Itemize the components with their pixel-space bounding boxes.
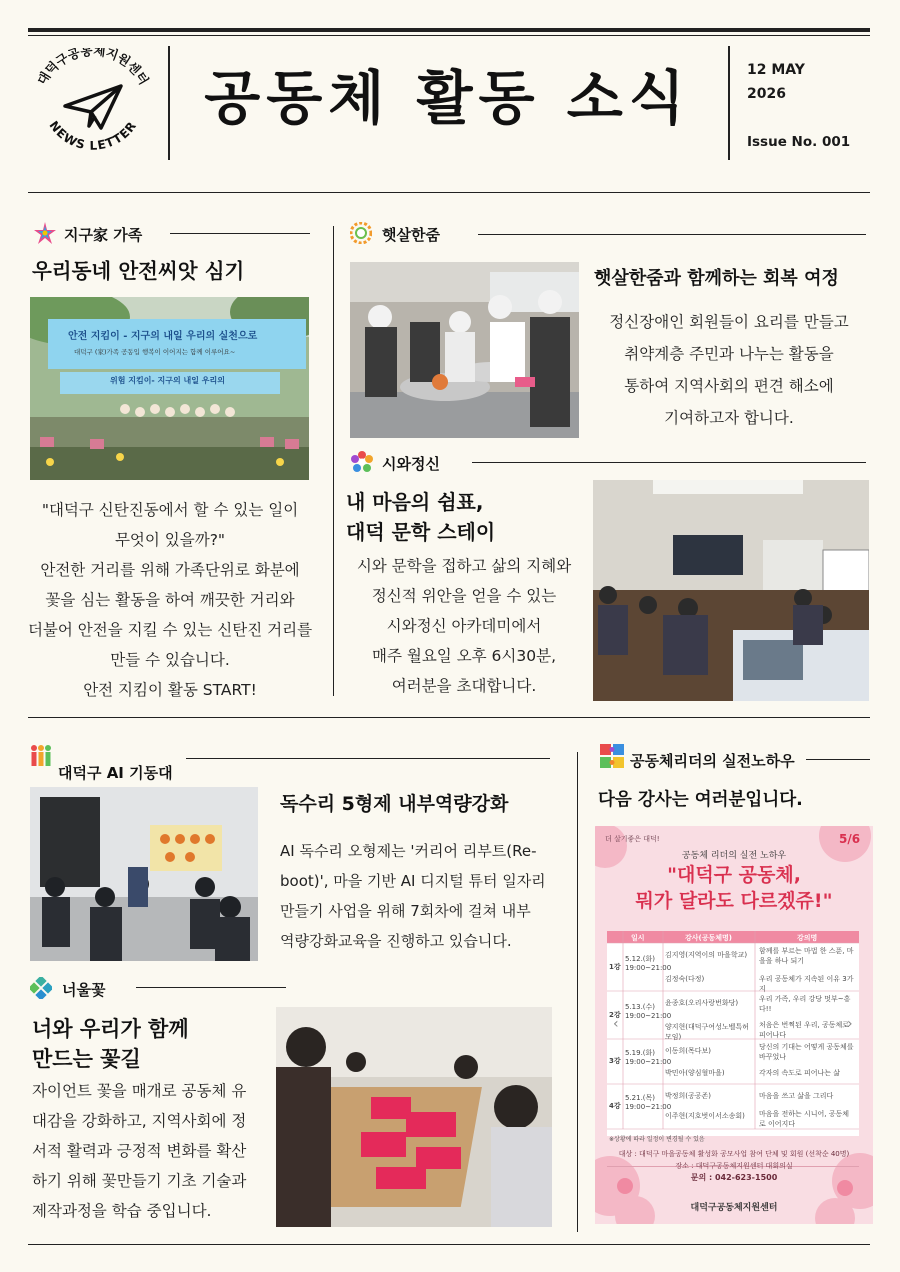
row-lecturer: 윤종호(오리사랑번화당) [665, 999, 739, 1007]
row-title: 당신의 기대는 어떻게 공동체를 바꾸었나 [759, 1043, 854, 1061]
table-header-title: 강의명 [797, 934, 818, 942]
row-lecturer: 김정숙(다정) [665, 975, 705, 983]
ai-training-photo [30, 787, 258, 961]
section5-line: 제작과정을 학습 중입니다. [32, 1202, 212, 1220]
safety-planting-photo [30, 297, 309, 480]
section2-headline: 햇살한줌과 함께하는 회복 여정 [594, 268, 839, 289]
poster-subtitle: 공동체 리더의 실전 노하우 [681, 851, 787, 861]
row-title: 우리 공동체가 지속된 이유 3가지 [759, 975, 854, 993]
poster-info [595, 1148, 873, 1184]
section1-line: 더불어 안전을 지킬 수 있는 신탄진 거리를 [27, 621, 313, 639]
section3-headline [346, 487, 495, 547]
row-lecturer: 박민아(양심혈마을) [665, 1069, 725, 1077]
section2-line: 취약계층 주민과 나누는 활동을 [624, 345, 834, 363]
section5-headline-line: 너와 우리가 함께 [32, 1017, 189, 1041]
row-lecturer: 박정희(공공존) [665, 1092, 712, 1100]
poster-corner-text: 더 살기좋은 대덕! [605, 835, 660, 843]
table-header-date: 일시 [631, 934, 645, 942]
row-date: 5.19.(화) 19:00~21:00 [625, 1049, 672, 1066]
poster-info-line: 장소 : 대덕구공동체지원센터 대회의실 [675, 1162, 793, 1170]
section3-line: 정신적 위안을 얻을 수 있는 [371, 587, 557, 605]
flower-icon [350, 450, 374, 478]
cooking-photo [350, 262, 579, 438]
section5-line: 하기 위해 꽃만들기 기초 기술과 [32, 1172, 247, 1190]
colorful-star-icon [34, 222, 56, 248]
section3-line: 매주 월요일 오후 6시30분, [371, 647, 557, 665]
center-logo [28, 48, 158, 160]
section1-line: 무엇이 있을까?" [114, 531, 226, 549]
section6-headline: 다음 강사는 여러분입니다. [598, 790, 803, 810]
issue-number: Issue No. 001 [747, 134, 851, 150]
section1-line: "대덕구 신탄진동에서 할 수 있는 일이 [41, 501, 299, 519]
poster-info-line: 대상 : 대덕구 마을공동체 활성화 공모사업 참여 단체 및 회원 (선착순 40명) [618, 1150, 850, 1158]
people-icon [30, 744, 52, 772]
section3-headline-line: 내 마음의 쉼표, [346, 490, 484, 514]
row-title: 각자의 속도로 피어나는 삶 [759, 1069, 841, 1077]
poster-table-header [607, 932, 859, 943]
section3-line: 시와 문학을 접하고 삶의 지혜와 [356, 557, 572, 575]
section3-paragraph [336, 551, 592, 701]
poster-badge: 5/6 [839, 832, 861, 846]
section4-line: 역량강화교육을 진행하고 있습니다. [280, 932, 512, 950]
poetry-academy-photo [593, 480, 869, 701]
section1-paragraph [20, 495, 320, 705]
section1-headline: 우리동네 안전씨앗 심기 [32, 259, 245, 283]
table-row [607, 944, 859, 991]
row-date: 5.12.(화) 19:00~21:00 [625, 955, 672, 972]
row-title: 우리 가족, 우리 강당 멋부~흥다!! [759, 995, 851, 1013]
section2-line: 통하여 지역사회의 편견 해소에 [624, 377, 834, 395]
section4-line: 만들기 사업을 위해 7회차에 걸쳐 내부 [280, 902, 531, 920]
poster-title [595, 862, 873, 914]
poster-title-line: "대덕구 공동체, [667, 864, 801, 886]
row-round: 3강 [609, 1057, 621, 1065]
row-date: 5.13.(수) 19:00~21:00 [625, 1003, 672, 1020]
logo-sub-text: NEWS LETTER [46, 118, 140, 153]
carousel-next-icon[interactable]: › [847, 1016, 853, 1032]
row-round: 2강 [609, 1011, 621, 1019]
row-title: 마음을 전하는 시니어, 공동체로 이어지다 [759, 1110, 850, 1128]
row-lecturer: 김지영(지역이의 마을학교) [665, 951, 748, 959]
banner-text-2: 대덕구 (家)가족 공동입 행복이 이어지는 함께 이루어요~ [74, 348, 236, 356]
section2-label: 햇살한줌 [382, 226, 440, 244]
lecture-poster [595, 826, 873, 1224]
section3-line: 여러분을 초대합니다. [391, 677, 537, 695]
section1-line: 안전 지킴이 활동 START! [83, 681, 257, 699]
row-title: 처음은 번쩍된 우리, 공동체로 피어나다 [759, 1021, 850, 1039]
section4-paragraph [280, 836, 556, 956]
section4-line: boot)', 마을 기반 AI 디지털 튜터 일자리 [280, 872, 546, 890]
row-title: 함께를 부르는 마법 한 스푼, 마을을 하나 되기 [759, 947, 854, 965]
section5-paragraph [32, 1076, 276, 1226]
section4-line: AI 독수리 오형제는 '커리어 리부트(Re- [280, 842, 537, 860]
table-row [607, 1085, 859, 1129]
row-lecturer: 이동희(목다보) [665, 1047, 712, 1055]
section5-headline [32, 1014, 189, 1074]
puzzle-icon [600, 744, 624, 772]
section1-line: 꽃을 심는 활동을 하여 깨끗한 거리와 [45, 591, 295, 609]
section5-line: 서적 활력과 긍정적 변화를 확산 [32, 1142, 247, 1160]
poster-footnote: ※상황에 따라 일정이 변경될 수 있음 [609, 1136, 705, 1143]
section2-line: 기여하고자 합니다. [664, 409, 794, 427]
row-lecturer: 양지현(대덕구여성노벨특허모임) [665, 1023, 749, 1041]
table-header-lecturer: 강사(공동체명) [685, 934, 732, 942]
date-month: 12 MAY [747, 62, 805, 78]
section5-headline-line: 만드는 꽃길 [32, 1047, 141, 1071]
poster-title-line: 뭐가 달라도 다르겠쥬!" [635, 890, 833, 912]
issue-date [747, 58, 805, 106]
date-year: 2026 [747, 86, 786, 102]
poster-footer-org: 대덕구공동체지원센터 [690, 1203, 778, 1213]
row-lecturer: 이주현(지호벗이서소송회) [665, 1112, 745, 1120]
section1-label: 지구家 가족 [64, 226, 143, 244]
logo-ring-text: 대덕구공동체지원센터 [34, 48, 152, 88]
row-date: 5.21.(목) 19:00~21:00 [625, 1094, 672, 1111]
section5-label: 너울꽃 [62, 981, 106, 999]
row-round: 4강 [609, 1102, 621, 1110]
section3-line: 시와정신 아카데미에서 [386, 617, 542, 635]
section5-line: 자이언트 꽃을 매개로 공동체 유 [32, 1082, 247, 1100]
logo-svg [28, 48, 158, 160]
section2-line: 정신장애인 회원들이 요리를 만들고 [609, 313, 849, 331]
newsletter-title: 공동체 활동 소식 [204, 64, 691, 132]
table-row [607, 992, 859, 1039]
section4-label: 대덕구 AI 기동대 [58, 764, 173, 782]
section6-label: 공동체리더의 실전노하우 [630, 752, 795, 770]
carousel-prev-icon[interactable]: ‹ [613, 1016, 619, 1032]
sunburst-icon [350, 222, 372, 248]
section3-headline-line: 대덕 문학 스테이 [346, 520, 496, 544]
section5-line: 대감을 강화하고, 지역사회에 정 [32, 1112, 247, 1130]
section1-line: 안전한 거리를 위해 가족단위로 화분에 [40, 561, 300, 579]
leaf-cross-icon [30, 977, 52, 1003]
flower-making-photo [276, 1007, 552, 1227]
section2-paragraph [588, 306, 870, 434]
section1-line: 만들 수 있습니다. [110, 651, 230, 669]
section4-headline: 독수리 5형제 내부역량강화 [280, 793, 509, 815]
row-round: 1강 [609, 963, 621, 971]
banner-text-1: 안전 지킴이 - 지구의 내일 우리의 실천으로 [68, 331, 258, 342]
paper-plane-icon [65, 86, 121, 128]
section3-label: 시와정신 [382, 455, 440, 473]
table-row [607, 1040, 859, 1084]
row-title: 마음을 쓰고 삶을 그리다 [759, 1092, 834, 1100]
poster-info-line: 문의 : 042-623-1500 [690, 1173, 778, 1182]
banner-text-3: 위험 지킴이- 지구의 내일 우리의 [110, 376, 225, 385]
